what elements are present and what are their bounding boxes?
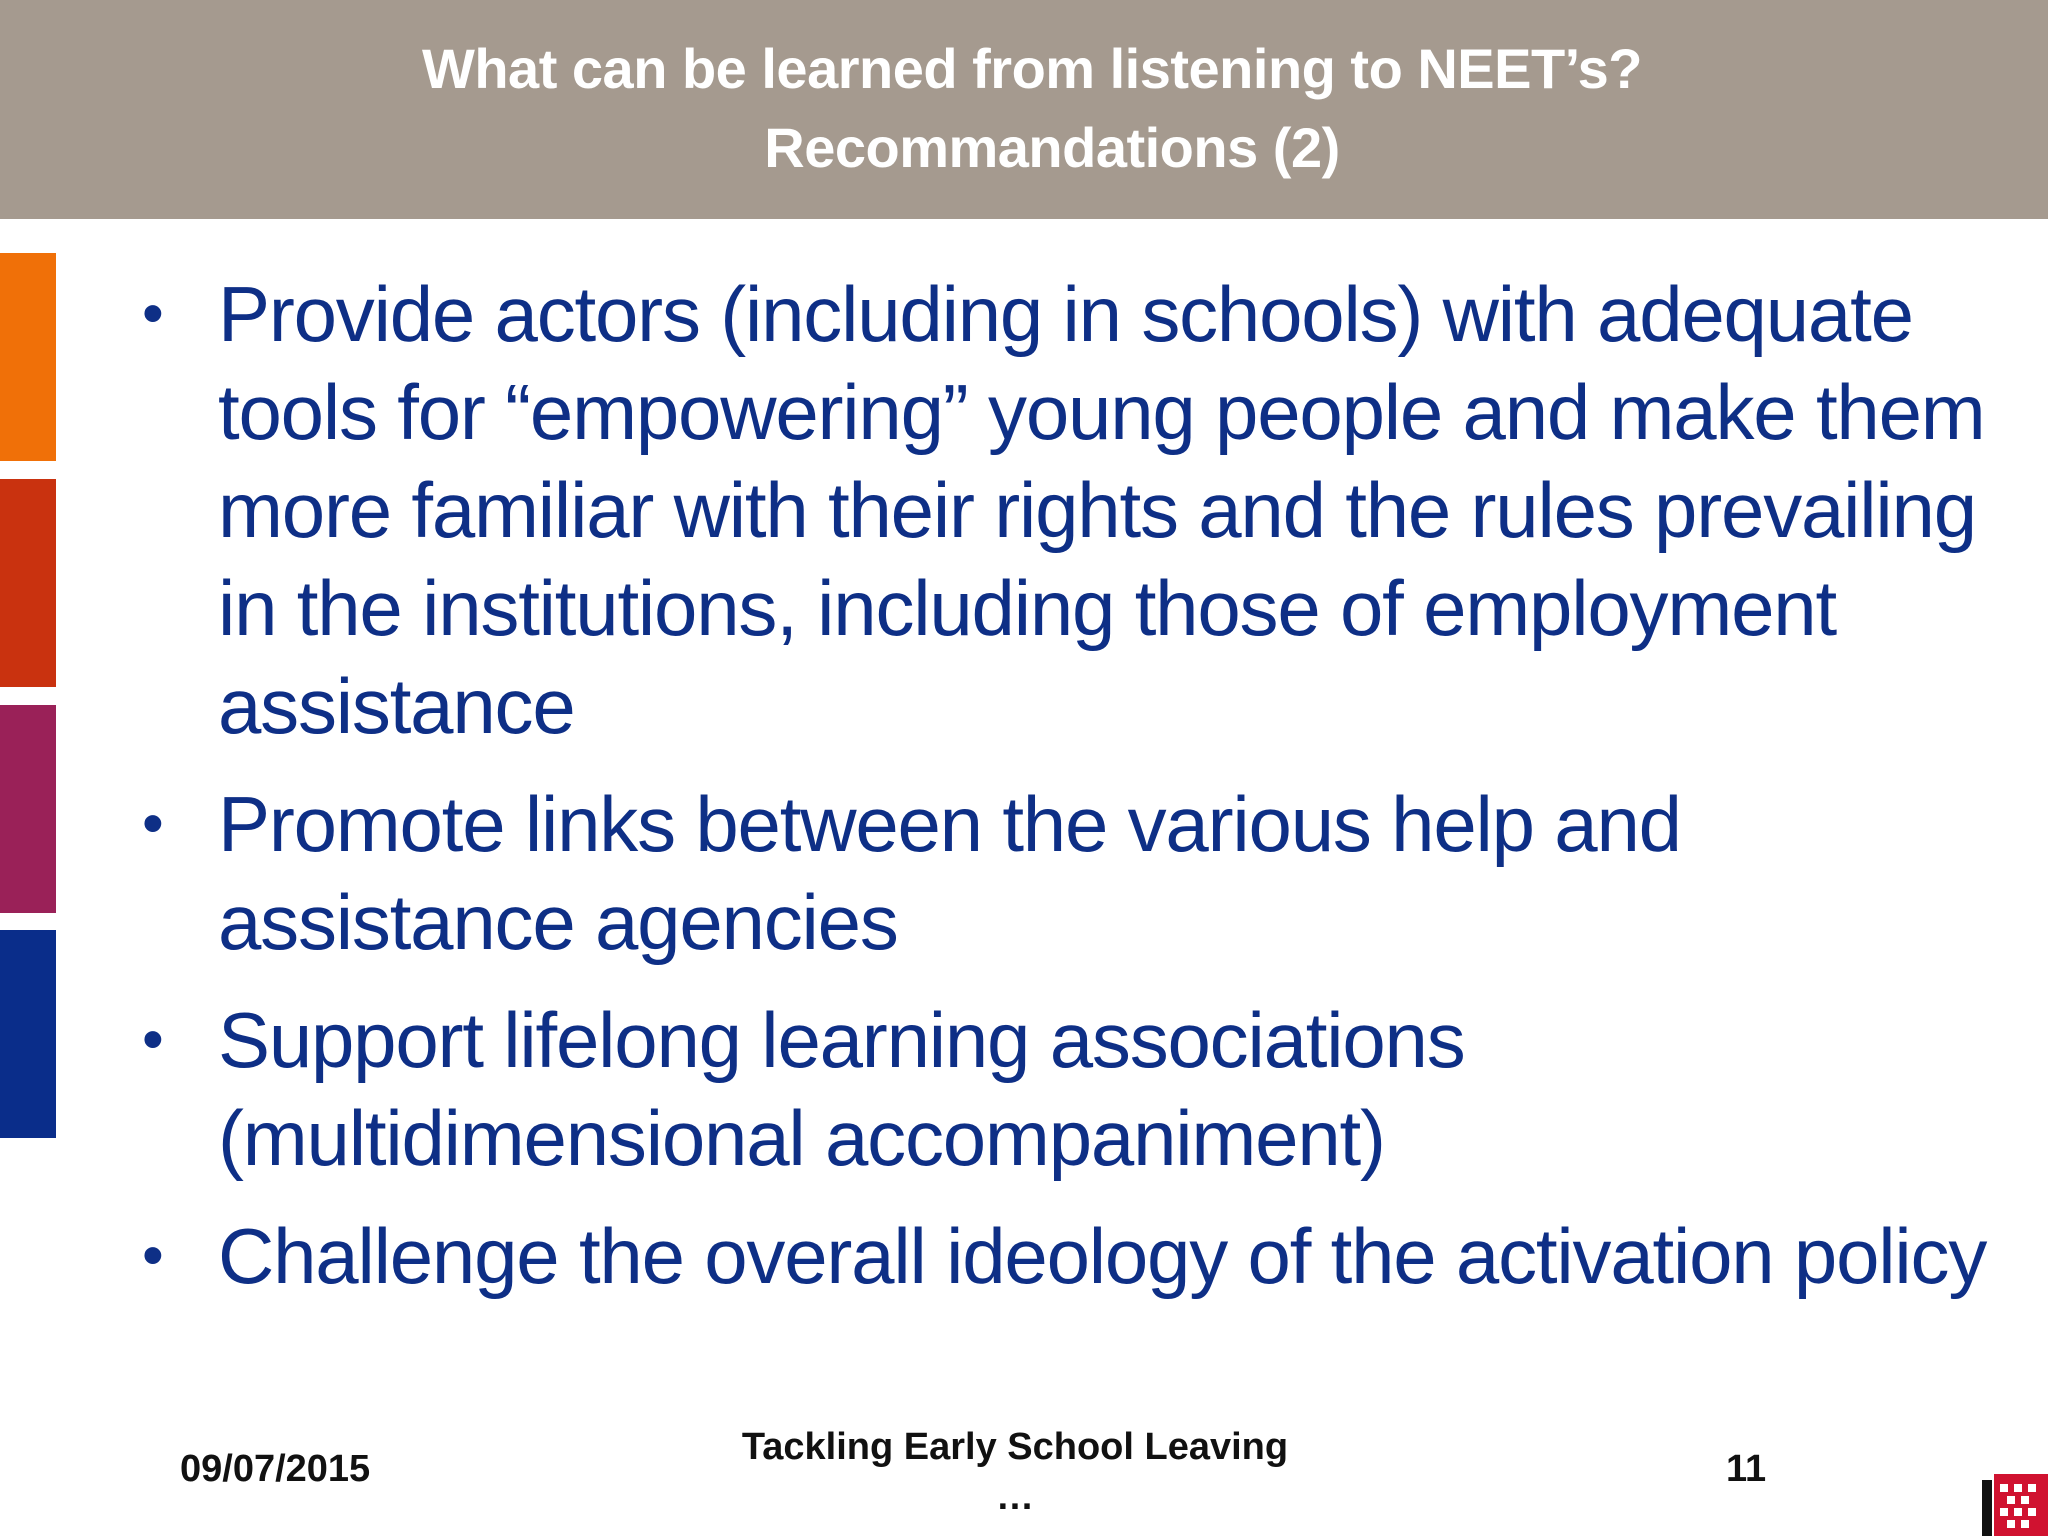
footer-title-line2: … — [996, 1476, 1034, 1518]
accent-bar-purple — [0, 705, 56, 913]
bullet-text: Challenge the overall ideology of the activation policy — [218, 1212, 1987, 1300]
bullet-item — [140, 775, 2020, 971]
bullet-text: Support lifelong learning associations (multidimensional accompaniment) — [218, 996, 1465, 1182]
bullet-dot-icon: • — [142, 1005, 163, 1074]
footer-date: 09/07/2015 — [180, 1448, 371, 1490]
page-number: 11 — [1726, 1448, 1767, 1490]
accent-bar-orange — [0, 253, 56, 461]
accent-bar-red — [0, 479, 56, 687]
bullet-item — [140, 991, 2020, 1187]
bullet-text: Provide actors (including in schools) with adequate tools for “empowering” young people and make them more familiar with their rights and the rules prevailing in the institutions, including those of employment assistance — [218, 270, 1985, 750]
bullet-dot-icon: • — [142, 279, 163, 348]
footer-title-line1: Tackling Early School Leaving — [741, 1426, 1289, 1468]
slide-title: What can be learned from listening to NEET’s? — [421, 37, 1643, 100]
title-band — [0, 0, 2048, 219]
slide-subtitle: Recommandations (2) — [764, 116, 1340, 179]
bullet-item — [140, 1207, 2020, 1305]
university-logo-icon — [1980, 1470, 2048, 1536]
accent-bar-blue — [0, 930, 56, 1138]
bullet-text: Promote links between the various help and assistance agencies — [218, 780, 1681, 966]
bullet-list — [140, 265, 2020, 1325]
bullet-dot-icon: • — [142, 1221, 163, 1290]
bullet-item — [140, 265, 2020, 755]
footer-title — [700, 1422, 1330, 1522]
bullet-dot-icon: • — [142, 789, 163, 858]
